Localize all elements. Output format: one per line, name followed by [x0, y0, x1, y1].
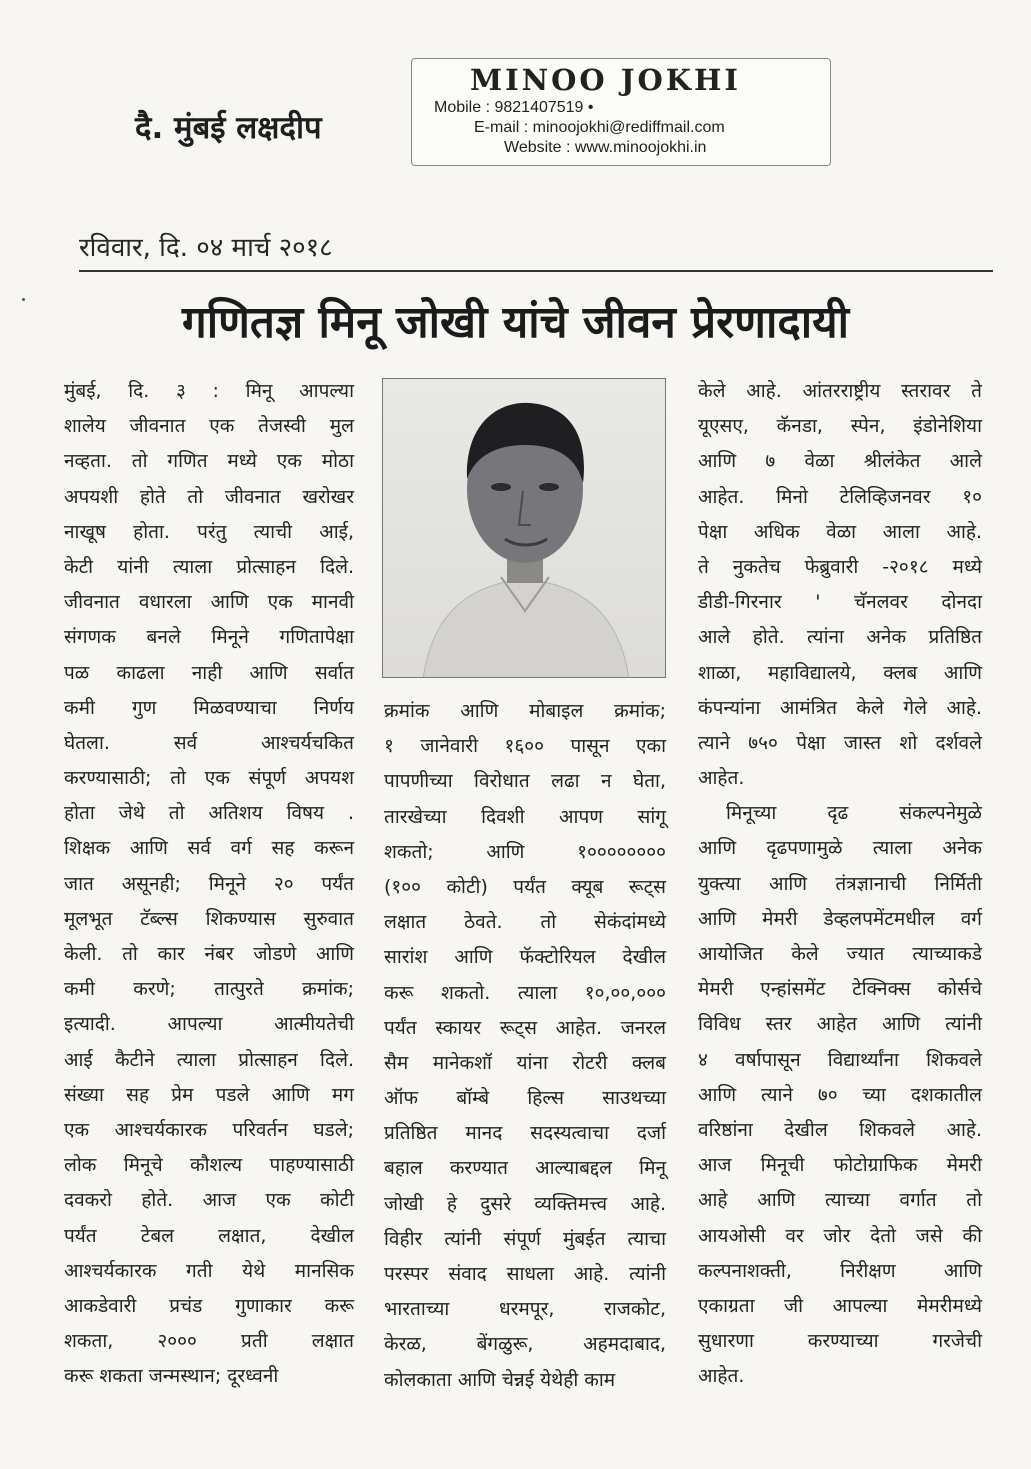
article-text-line: वरिष्ठांना देखील शिकवले आहे. — [698, 1118, 982, 1141]
article-text-line: केले आहे. आंतरराष्ट्रीय स्तरावर ते — [698, 380, 982, 402]
article-text-line: पर्यंत स्कायर रूट्स आहेत. जनरल — [384, 1016, 666, 1039]
article-text-line: क्रमांक आणि मोबाइल क्रमांक; — [384, 700, 666, 722]
article-text-line: एकाग्रता जी आपल्या मेमरीमध्ये — [698, 1294, 982, 1317]
article-text-line: आज मिनूची फोटोग्राफिक मेमरी — [698, 1154, 982, 1177]
article-text-line: लक्षात ठेवते. तो सेकंदांमध्ये — [384, 911, 666, 934]
article-text-line: आहेत. — [698, 767, 745, 790]
article-text-line: केटी यांनी त्याला प्रोत्साहन दिले. — [64, 555, 354, 578]
article-text-line: आणि ७ वेळा श्रीलंकेत आले — [698, 450, 982, 473]
issue-date: रविवार, दि. ०४ मार्च २०१८ — [79, 233, 333, 263]
article-text-line: विहीर त्यांनी संपूर्ण मुंबईत त्याचा — [384, 1227, 666, 1250]
article-text-line: परस्पर संवाद साधला आहे. त्यांनी — [384, 1263, 666, 1285]
article-text-line: शकता, २००० प्रती लक्षात — [64, 1330, 354, 1353]
article-text-line: आकडेवारी प्रचंड गुणाकार करू — [64, 1294, 354, 1317]
article-headline: गणितज्ञ मिनू जोखी यांचे जीवन प्रेरणादायी — [181, 297, 850, 348]
article-text-line: आश्चर्यकारक गती येथे मानसिक — [64, 1259, 354, 1282]
article-text-line: पापणीच्या विरोधात लढा न घेता, — [384, 770, 666, 793]
article-text-line: पळ काढला नाही आणि सर्वात — [64, 661, 354, 684]
article-text-line: युक्त्या आणि तंत्रज्ञानाची निर्मिती — [698, 872, 982, 895]
header-rule — [79, 270, 993, 272]
article-text-line: दवकरो होते. आज एक कोटी — [64, 1189, 354, 1212]
article-column-3 — [698, 374, 982, 1394]
article-text-line: नाखूष होता. परंतु त्याची आई, — [64, 520, 354, 543]
article-text-line: आयोजित केले ज्यात त्याच्याकडे — [698, 943, 982, 965]
stamp-email: E-mail : minoojokhi@rediffmail.com — [474, 119, 725, 136]
article-text-line: त्याने ७५० पेक्षा जास्त शो दर्शवले — [698, 731, 982, 754]
article-text-line: शकतो; आणि १०००००००० — [384, 840, 666, 863]
portrait-photo — [382, 378, 666, 678]
article-text-line: मिनूच्या दृढ संकल्पनेमुळे — [726, 802, 982, 825]
article-text-line: घेतला. सर्व आश्चर्यचकित — [64, 731, 354, 754]
article-text-line: तारखेच्या दिवशी आपण सांगू — [384, 805, 666, 828]
article-text-line: संगणक बनले मिनूने गणितापेक्षा — [64, 626, 354, 649]
article-text-line: कंपन्यांना आमंत्रित केले गेले आहे. — [698, 696, 982, 719]
article-text-line: शालेय जीवनात एक तेजस्वी मुल — [64, 415, 354, 438]
article-text-line: पर्यंत टेबल लक्षात, देखील — [64, 1224, 354, 1247]
article-text-line: शिक्षक आणि सर्व वर्ग सह करून — [64, 837, 354, 860]
article-text-line: पेक्षा अधिक वेळा आला आहे. — [698, 520, 982, 543]
stamp-mobile: Mobile : 9821407519 • — [434, 99, 594, 116]
article-text-line: करण्यासाठी; तो एक संपूर्ण अपयश — [64, 767, 354, 790]
article-text-line: सारांश आणि फॅक्टोरियल देखील — [384, 946, 666, 969]
article-text-line: कल्पनाशक्ती, निरीक्षण आणि — [698, 1259, 982, 1282]
article-text-line: आहे आणि त्याच्या वर्गात तो — [698, 1189, 982, 1212]
article-text-line: केरळ, बेंगळुरू, अहमदाबाद, — [384, 1333, 666, 1356]
article-text-line: जोखी हे दुसरे व्यक्तिमत्त्व आहे. — [384, 1192, 666, 1215]
article-text-line: केली. तो कार नंबर जोडणे आणि — [64, 943, 354, 965]
article-text-line: कमी करणे; तात्पुरते क्रमांक; — [64, 978, 354, 1001]
article-text-line: ऑफ बॉम्बे हिल्स साउथच्या — [384, 1087, 666, 1110]
article-text-line: कमी गुण मिळवण्याचा निर्णय — [64, 696, 354, 719]
newspaper-name: दै. मुंबई लक्षदीप — [135, 110, 322, 146]
article-text-line: मेमरी एन्हांसमेंट टेक्निक्स कोर्सचे — [698, 978, 982, 1001]
article-text-line: आई कैटीने त्याला प्रोत्साहन दिले. — [64, 1048, 354, 1071]
article-text-line: विविध स्तर आहेत आणि त्यांनी — [698, 1013, 982, 1036]
article-text-line: करू शकता जन्मस्थान; दूरध्वनी — [64, 1365, 279, 1388]
article-text-line: लोक मिनूचे कौशल्य पाहण्यासाठी — [64, 1154, 354, 1177]
article-text-line: १ जानेवारी १६०० पासून एका — [384, 735, 666, 758]
stamp-name: MINOO JOKHI — [470, 63, 741, 97]
article-text-line: प्रतिष्ठित मानद सदस्यत्वाचा दर्जा — [384, 1122, 666, 1145]
article-text-line: आयओसी वर जोर देतो जसे की — [698, 1224, 982, 1247]
article-text-line: सैम मानेकशॉ यांना रोटरी क्लब — [384, 1051, 666, 1074]
article-text-line: डीडी-गिरनार ' चॅनलवर दोनदा — [698, 591, 982, 614]
article-text-line: मुंबई, दि. ३ : मिनू आपल्या — [64, 380, 354, 402]
article-column-2 — [384, 694, 666, 1398]
contact-stamp — [411, 58, 831, 166]
article-column-1 — [64, 374, 354, 1394]
article-text-line: ते नुकतेच फेब्रुवारी -२०१८ मध्ये — [698, 555, 982, 578]
article-text-line: जात असूनही; मिनूने २० पर्यंत — [64, 872, 354, 895]
portrait-image — [383, 379, 666, 678]
article-text-line: संख्या सह प्रेम पडले आणि मग — [64, 1083, 354, 1106]
article-text-line: सुधारणा करण्याच्या गरजेची — [698, 1330, 982, 1353]
article-text-line: मूलभूत टॅब्ल्स शिकण्यास सुरुवात — [64, 907, 354, 930]
article-text-line: आणि दृढपणामुळे त्याला अनेक — [698, 837, 982, 860]
article-text-line: कोलकाता आणि चेन्नई येथेही काम — [384, 1368, 616, 1391]
article-text-line: शाळा, महाविद्यालये, क्लब आणि — [698, 661, 982, 684]
article-text-line: आहेत. — [698, 1365, 745, 1388]
article-text-line: आहेत. मिनो टेलिव्हिजनवर १० — [698, 485, 982, 508]
article-text-line: बहाल करण्यात आल्याबद्दल मिनू — [384, 1157, 666, 1180]
stamp-website: Website : www.minoojokhi.in — [504, 139, 707, 156]
article-text-line: अपयशी होते तो जीवनात खरोखर — [64, 485, 354, 508]
article-text-line: आणि मेमरी डेव्हलपमेंटमधील वर्ग — [698, 907, 982, 930]
article-text-line: एक आश्चर्यकारक परिवर्तन घडले; — [64, 1118, 354, 1141]
article-text-line: भारताच्या धरमपूर, राजकोट, — [384, 1298, 666, 1321]
article-text-line: इत्यादी. आपल्या आत्मीयतेची — [64, 1013, 354, 1036]
article-text-line: होता जेथे तो अतिशय विषय . — [64, 802, 354, 825]
article-text-line: करू शकतो. त्याला १०,००,००० — [384, 981, 666, 1004]
article-text-line: नव्हता. तो गणित मध्ये एक मोठा — [64, 450, 354, 473]
article-text-line: ४ वर्षापासून विद्यार्थ्यांना शिकवले — [698, 1048, 982, 1071]
article-text-line: आले होते. त्यांना अनेक प्रतिष्ठित — [698, 626, 982, 649]
article-text-line: आणि त्याने ७० च्या दशकातील — [698, 1083, 982, 1106]
article-text-line: जीवनात वधारला आणि एक मानवी — [64, 591, 354, 614]
article-text-line: यूएसए, कॅनडा, स्पेन, इंडोनेशिया — [698, 415, 982, 438]
article-text-line: (१०० कोटी) पर्यंत क्यूब रूट्स — [384, 875, 666, 898]
